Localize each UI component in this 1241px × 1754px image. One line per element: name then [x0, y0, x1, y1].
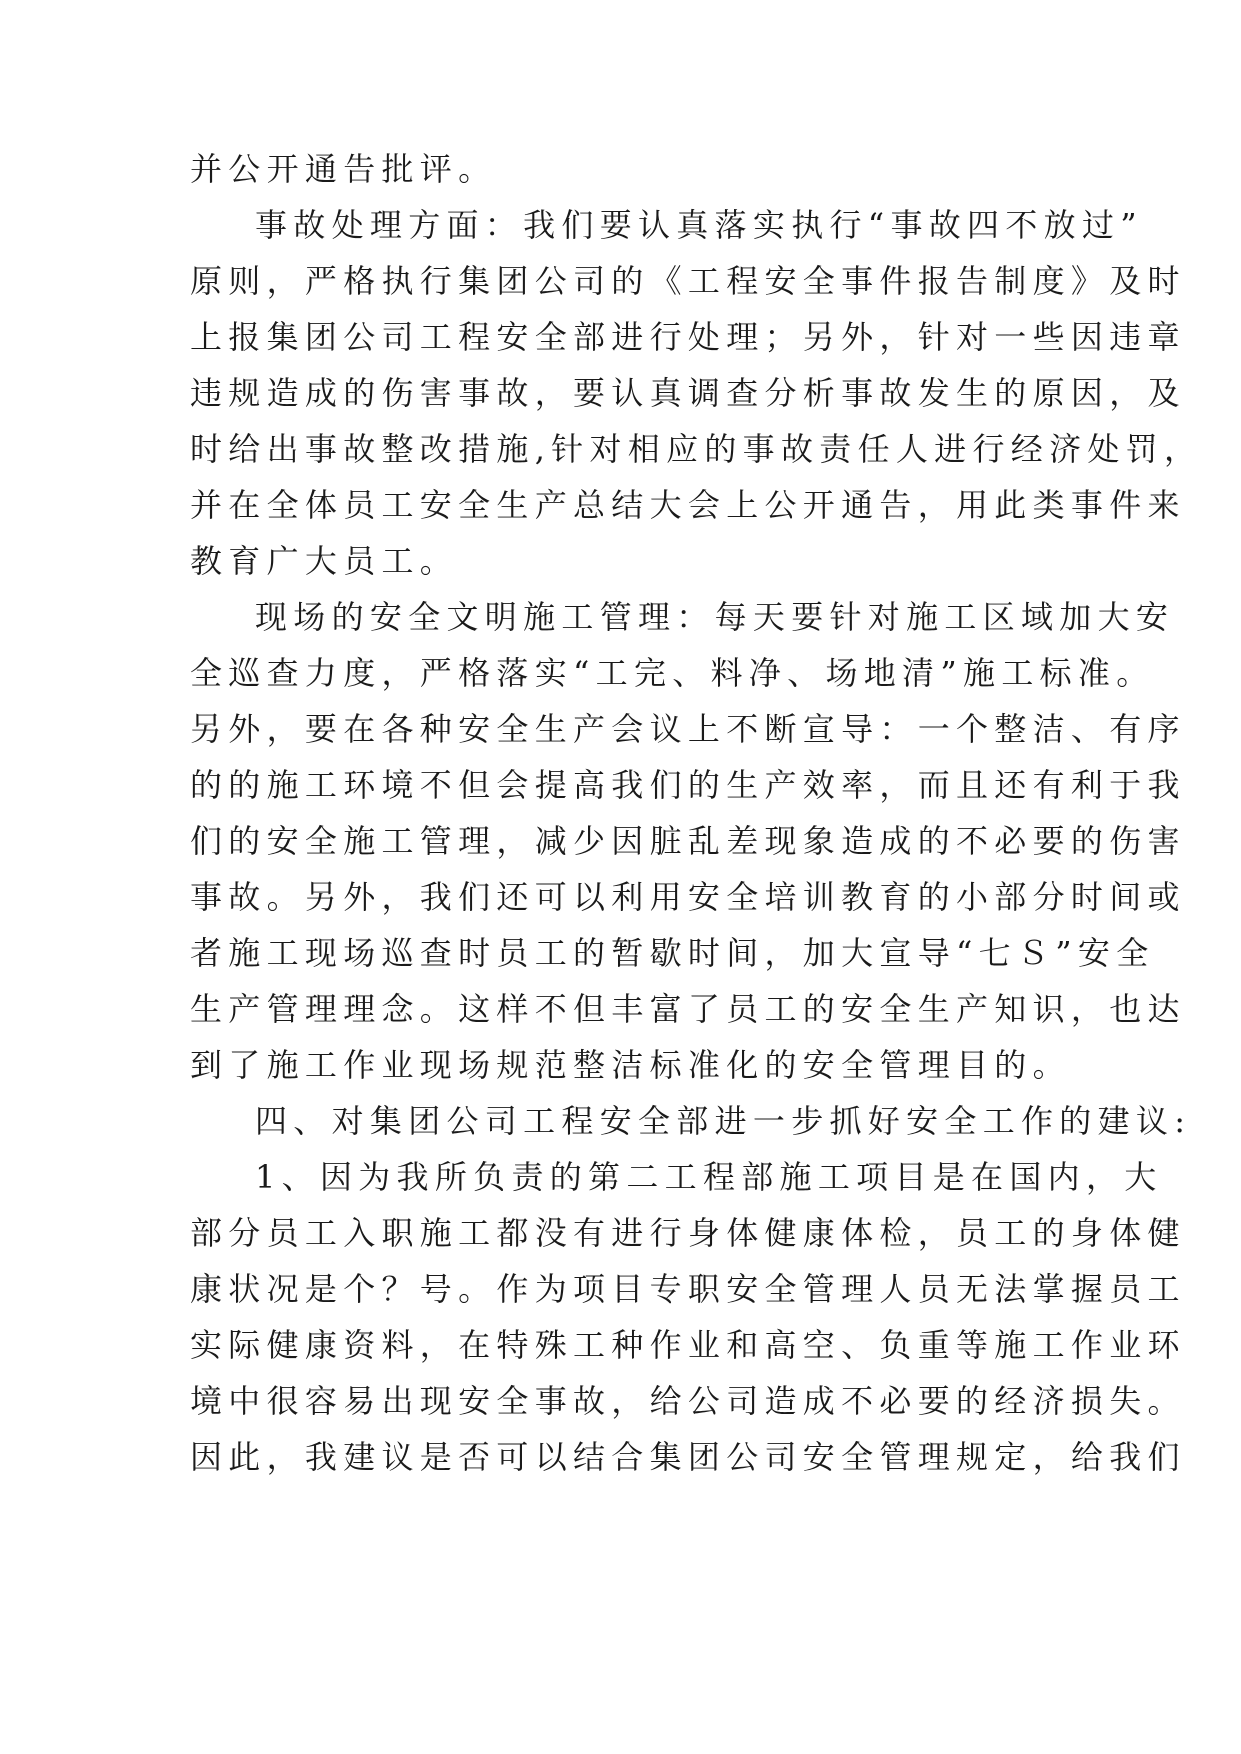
text-line: 因此，我建议是否可以结合集团公司安全管理规定，给我们: [190, 1438, 1186, 1476]
text-line: 原则，严格执行集团公司的《工程安全事件报告制度》及时: [190, 262, 1186, 300]
text-line: 违规造成的伤害事故，要认真调查分析事故发生的原因，及: [190, 374, 1186, 412]
text-line: 上报集团公司工程安全部进行处理；另外，针对一些因违章: [190, 318, 1186, 356]
text-line: 到了施工作业现场规范整洁标准化的安全管理目的。: [190, 1046, 1071, 1084]
text-line: 另外，要在各种安全生产会议上不断宣导：一个整洁、有序: [190, 710, 1186, 748]
text-line: 教育广大员工。: [190, 542, 459, 580]
text-line: 康状况是个？号。作为项目专职安全管理人员无法掌握员工: [190, 1270, 1186, 1308]
text-line: 部分员工入职施工都没有进行身体健康体检，员工的身体健: [190, 1214, 1186, 1252]
text-line: 事故。另外，我们还可以利用安全培训教育的小部分时间或: [190, 878, 1186, 916]
text-line: 事故处理方面：我们要认真落实执行“事故四不放过”: [255, 206, 1143, 244]
text-line: 生产管理理念。这样不但丰富了员工的安全生产知识，也达: [190, 990, 1186, 1028]
text-line: 1、因为我所负责的第二工程部施工项目是在国内，大: [255, 1158, 1163, 1196]
text-line: 们的安全施工管理，减少因脏乱差现象造成的不必要的伤害: [190, 822, 1186, 860]
text-line: 全巡查力度，严格落实“工完、料净、场地清”施工标准。: [190, 654, 1155, 692]
text-line: 现场的安全文明施工管理：每天要针对施工区域加大安: [255, 598, 1175, 636]
text-line: 并公开通告批评。: [190, 150, 497, 188]
text-line: 四、对集团公司工程安全部进一步抓好安全工作的建议:: [255, 1102, 1192, 1140]
text-line: 时给出事故整改措施,针对相应的事故责任人进行经济处罚，: [190, 430, 1203, 468]
text-line: 并在全体员工安全生产总结大会上公开通告，用此类事件来: [190, 486, 1186, 524]
text-line: 实际健康资料，在特殊工种作业和高空、负重等施工作业环: [190, 1326, 1186, 1364]
text-line: 的的施工环境不但会提高我们的生产效率，而且还有利于我: [190, 766, 1186, 804]
text-line: 者施工现场巡查时员工的暂歇时间，加大宣导“七Ｓ”安全: [190, 934, 1155, 972]
text-line: 境中很容易出现安全事故，给公司造成不必要的经济损失。: [190, 1382, 1186, 1420]
